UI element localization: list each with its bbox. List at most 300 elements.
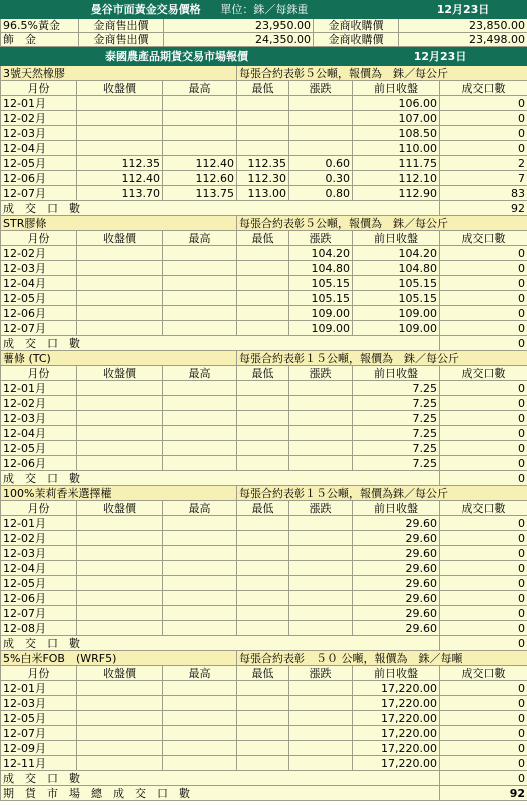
cell-month: 12-05月 [1, 156, 77, 171]
gold-buy-label: 金商收購價 [314, 19, 399, 33]
cell-low [237, 606, 289, 621]
cell-volume: 0 [440, 606, 527, 621]
column-header-volume: 成交口數 [440, 366, 527, 381]
column-header-volume: 成交口數 [440, 666, 527, 681]
cell-change [289, 756, 353, 771]
cell-change [289, 621, 353, 636]
cell-prev-close: 17,220.00 [353, 756, 440, 771]
section-total-value: 0 [440, 636, 527, 651]
cell-month: 12-03月 [1, 696, 77, 711]
column-header-close: 收盤價 [77, 81, 163, 96]
cell-high [163, 591, 237, 606]
cell-close [77, 561, 163, 576]
cell-high [163, 696, 237, 711]
quote-row [1, 531, 527, 546]
cell-volume: 0 [440, 756, 527, 771]
cell-low [237, 426, 289, 441]
cell-close [77, 696, 163, 711]
cell-low [237, 576, 289, 591]
cell-prev-close: 29.60 [353, 621, 440, 636]
gold-title: 曼谷市面黃金交易價格 [90, 3, 201, 16]
cell-change [289, 96, 353, 111]
cell-low [237, 726, 289, 741]
cell-high [163, 711, 237, 726]
cell-prev-close: 106.00 [353, 96, 440, 111]
cell-volume: 0 [440, 141, 527, 156]
cell-close [77, 96, 163, 111]
cell-volume: 0 [440, 441, 527, 456]
cell-volume: 0 [440, 591, 527, 606]
cell-high [163, 546, 237, 561]
cell-change: 109.00 [289, 321, 353, 336]
cell-volume: 0 [440, 516, 527, 531]
column-header-month: 月份 [1, 81, 77, 96]
cell-volume: 0 [440, 681, 527, 696]
quote-row [1, 696, 527, 711]
cell-volume: 0 [440, 396, 527, 411]
cell-prev-close: 109.00 [353, 321, 440, 336]
quote-row [1, 381, 527, 396]
quote-row [1, 621, 527, 636]
cell-close [77, 141, 163, 156]
cell-low [237, 516, 289, 531]
column-header-volume: 成交口數 [440, 231, 527, 246]
gold-header-band [1, 1, 527, 19]
gold-sell-price: 23,950.00 [164, 19, 314, 33]
column-header-prev-close: 前日收盤 [353, 81, 440, 96]
gold-rows [1, 19, 527, 47]
cell-low [237, 291, 289, 306]
quote-row [1, 411, 527, 426]
section-note: 每張合約表彰５公噸，報價為 銖／每公斤 [237, 216, 527, 231]
cell-month: 12-07月 [1, 606, 77, 621]
quote-row [1, 516, 527, 531]
gold-price-table [0, 0, 527, 47]
cell-month: 12-03月 [1, 411, 77, 426]
column-header-close: 收盤價 [77, 666, 163, 681]
quote-row [1, 306, 527, 321]
cell-volume: 0 [440, 546, 527, 561]
cell-high [163, 621, 237, 636]
cell-high: 113.75 [163, 186, 237, 201]
cell-close [77, 591, 163, 606]
gold-item-name: 96.5%黃金 [1, 19, 79, 33]
cell-close: 113.70 [77, 186, 163, 201]
cell-volume: 0 [440, 276, 527, 291]
cell-prev-close: 108.50 [353, 126, 440, 141]
cell-low [237, 321, 289, 336]
cell-close [77, 756, 163, 771]
cell-close [77, 291, 163, 306]
cell-volume: 0 [440, 126, 527, 141]
cell-volume: 0 [440, 261, 527, 276]
cell-prev-close: 109.00 [353, 306, 440, 321]
cell-low [237, 111, 289, 126]
cell-low: 113.00 [237, 186, 289, 201]
cell-low [237, 246, 289, 261]
cell-low [237, 396, 289, 411]
column-header-row [1, 501, 527, 516]
cell-prev-close: 29.60 [353, 591, 440, 606]
cell-high [163, 576, 237, 591]
cell-month: 12-07月 [1, 186, 77, 201]
cell-close [77, 456, 163, 471]
cell-prev-close: 7.25 [353, 441, 440, 456]
column-header-prev-close: 前日收盤 [353, 231, 440, 246]
cell-change [289, 561, 353, 576]
cell-prev-close: 112.10 [353, 171, 440, 186]
section-title-row [1, 351, 527, 366]
cell-prev-close: 29.60 [353, 546, 440, 561]
cell-month: 12-04月 [1, 276, 77, 291]
cell-month: 12-06月 [1, 171, 77, 186]
cell-close [77, 711, 163, 726]
column-header-close: 收盤價 [77, 366, 163, 381]
section-total-label: 成 交 口 數 [1, 636, 440, 651]
quote-row [1, 261, 527, 276]
grand-total-row [1, 786, 527, 801]
grand-total-value: 92 [440, 786, 527, 801]
futures-header-band [1, 48, 527, 66]
cell-high [163, 291, 237, 306]
cell-month: 12-02月 [1, 111, 77, 126]
section-note: 每張合約表彰１５公噸，報價為銖／每公斤 [237, 486, 527, 501]
gold-unit: 單位：銖／每銖重 [220, 3, 309, 16]
cell-volume: 0 [440, 711, 527, 726]
cell-close [77, 246, 163, 261]
cell-prev-close: 29.60 [353, 531, 440, 546]
cell-change [289, 111, 353, 126]
cell-change [289, 141, 353, 156]
column-header-prev-close: 前日收盤 [353, 501, 440, 516]
cell-close [77, 321, 163, 336]
section-note: 每張合約表彰 ５０ 公噸，報價為 銖／每噸 [237, 651, 527, 666]
cell-high [163, 306, 237, 321]
column-header-close: 收盤價 [77, 501, 163, 516]
cell-prev-close: 17,220.00 [353, 696, 440, 711]
cell-high [163, 111, 237, 126]
cell-month: 12-05月 [1, 711, 77, 726]
cell-close [77, 681, 163, 696]
gold-buy-label: 金商收購價 [314, 33, 399, 47]
cell-low [237, 711, 289, 726]
cell-prev-close: 111.75 [353, 156, 440, 171]
section-total-value: 0 [440, 336, 527, 351]
column-header-low: 最低 [237, 501, 289, 516]
cell-high [163, 246, 237, 261]
gold-sell-label: 金商售出價 [79, 33, 164, 47]
cell-month: 12-06月 [1, 306, 77, 321]
section-total-label: 成 交 口 數 [1, 771, 440, 786]
cell-close [77, 441, 163, 456]
column-header-month: 月份 [1, 366, 77, 381]
quote-row [1, 426, 527, 441]
cell-high [163, 426, 237, 441]
cell-month: 12-07月 [1, 321, 77, 336]
quote-row [1, 456, 527, 471]
cell-volume: 2 [440, 156, 527, 171]
cell-prev-close: 17,220.00 [353, 741, 440, 756]
cell-change [289, 546, 353, 561]
column-header-change: 漲跌 [289, 366, 353, 381]
cell-low: 112.30 [237, 171, 289, 186]
quote-row [1, 441, 527, 456]
column-header-high: 最高 [163, 666, 237, 681]
cell-low [237, 741, 289, 756]
quote-row [1, 126, 527, 141]
section-total-value: 92 [440, 201, 527, 216]
column-header-low: 最低 [237, 666, 289, 681]
cell-change: 105.15 [289, 276, 353, 291]
cell-change [289, 426, 353, 441]
cell-prev-close: 7.25 [353, 426, 440, 441]
section-total-label: 成 交 口 數 [1, 471, 440, 486]
column-header-prev-close: 前日收盤 [353, 666, 440, 681]
section-note: 每張合約表彰５公噸，報價為 銖／每公斤 [237, 66, 527, 81]
cell-change [289, 696, 353, 711]
cell-low [237, 126, 289, 141]
column-header-volume: 成交口數 [440, 501, 527, 516]
cell-volume: 0 [440, 111, 527, 126]
section-total-label: 成 交 口 數 [1, 201, 440, 216]
cell-high [163, 381, 237, 396]
cell-prev-close: 7.25 [353, 381, 440, 396]
cell-close [77, 741, 163, 756]
cell-change: 104.80 [289, 261, 353, 276]
column-header-low: 最低 [237, 231, 289, 246]
cell-change [289, 591, 353, 606]
cell-volume: 0 [440, 621, 527, 636]
cell-close [77, 396, 163, 411]
cell-change: 0.60 [289, 156, 353, 171]
cell-month: 12-06月 [1, 456, 77, 471]
cell-change [289, 126, 353, 141]
cell-prev-close: 29.60 [353, 561, 440, 576]
cell-high [163, 516, 237, 531]
cell-low [237, 591, 289, 606]
section-total-value: 0 [440, 471, 527, 486]
quote-row [1, 726, 527, 741]
cell-low [237, 96, 289, 111]
cell-volume: 0 [440, 561, 527, 576]
section-total-row [1, 201, 527, 216]
cell-month: 12-11月 [1, 756, 77, 771]
futures-body [1, 66, 527, 786]
cell-month: 12-03月 [1, 261, 77, 276]
cell-high [163, 321, 237, 336]
cell-prev-close: 29.60 [353, 516, 440, 531]
cell-volume: 0 [440, 246, 527, 261]
cell-high [163, 756, 237, 771]
cell-prev-close: 112.90 [353, 186, 440, 201]
cell-change [289, 396, 353, 411]
cell-close [77, 726, 163, 741]
cell-low [237, 261, 289, 276]
cell-volume: 0 [440, 96, 527, 111]
cell-prev-close: 104.80 [353, 261, 440, 276]
cell-close [77, 111, 163, 126]
cell-prev-close: 17,220.00 [353, 726, 440, 741]
cell-low [237, 276, 289, 291]
quote-row [1, 576, 527, 591]
section-title-row [1, 216, 527, 231]
cell-volume: 0 [440, 426, 527, 441]
column-header-month: 月份 [1, 231, 77, 246]
cell-close [77, 546, 163, 561]
cell-close [77, 621, 163, 636]
section-title-row [1, 486, 527, 501]
cell-month: 12-01月 [1, 681, 77, 696]
cell-prev-close: 105.15 [353, 276, 440, 291]
cell-change [289, 606, 353, 621]
grand-total-label: 期 貨 市 場 總 成 交 口 數 [1, 786, 440, 801]
cell-month: 12-02月 [1, 531, 77, 546]
gold-title-cell [1, 1, 399, 19]
quote-row [1, 681, 527, 696]
cell-change [289, 411, 353, 426]
gold-sell-label: 金商售出價 [79, 19, 164, 33]
cell-close [77, 516, 163, 531]
cell-change [289, 726, 353, 741]
quote-row [1, 741, 527, 756]
cell-high: 112.40 [163, 156, 237, 171]
gold-buy-price: 23,498.00 [399, 33, 527, 47]
cell-change [289, 576, 353, 591]
quote-row [1, 276, 527, 291]
gold-row [1, 33, 527, 47]
quote-row [1, 321, 527, 336]
cell-prev-close: 17,220.00 [353, 681, 440, 696]
cell-close [77, 576, 163, 591]
cell-low [237, 681, 289, 696]
cell-volume: 0 [440, 456, 527, 471]
cell-month: 12-03月 [1, 126, 77, 141]
cell-high [163, 411, 237, 426]
quote-row [1, 246, 527, 261]
column-header-row [1, 231, 527, 246]
column-header-prev-close: 前日收盤 [353, 366, 440, 381]
cell-high [163, 681, 237, 696]
section-name: 5%白米FOB (WRF5) [1, 651, 237, 666]
quote-row [1, 606, 527, 621]
cell-high [163, 726, 237, 741]
cell-close [77, 381, 163, 396]
section-note: 每張合約表彰１５公噸，報價為 銖／每公斤 [237, 351, 527, 366]
cell-prev-close: 29.60 [353, 576, 440, 591]
cell-close [77, 126, 163, 141]
cell-volume: 83 [440, 186, 527, 201]
cell-prev-close: 104.20 [353, 246, 440, 261]
cell-month: 12-04月 [1, 141, 77, 156]
cell-close: 112.40 [77, 171, 163, 186]
column-header-low: 最低 [237, 81, 289, 96]
cell-high [163, 561, 237, 576]
cell-close [77, 276, 163, 291]
cell-low [237, 546, 289, 561]
cell-month: 12-05月 [1, 441, 77, 456]
cell-change [289, 381, 353, 396]
section-title-row [1, 651, 527, 666]
cell-prev-close: 29.60 [353, 606, 440, 621]
cell-low [237, 561, 289, 576]
cell-volume: 0 [440, 726, 527, 741]
section-total-row [1, 471, 527, 486]
quote-row [1, 291, 527, 306]
section-total-value: 0 [440, 771, 527, 786]
column-header-change: 漲跌 [289, 231, 353, 246]
cell-volume: 7 [440, 171, 527, 186]
cell-volume: 0 [440, 576, 527, 591]
column-header-row [1, 366, 527, 381]
cell-month: 12-08月 [1, 621, 77, 636]
quote-row [1, 561, 527, 576]
column-header-month: 月份 [1, 666, 77, 681]
section-title-row [1, 66, 527, 81]
cell-low [237, 696, 289, 711]
cell-prev-close: 105.15 [353, 291, 440, 306]
cell-high [163, 396, 237, 411]
quote-row [1, 396, 527, 411]
cell-low [237, 441, 289, 456]
quote-row [1, 171, 527, 186]
cell-change: 0.80 [289, 186, 353, 201]
cell-month: 12-05月 [1, 291, 77, 306]
futures-date: 12月23日 [353, 48, 527, 66]
section-total-row [1, 636, 527, 651]
gold-buy-price: 23,850.00 [399, 19, 527, 33]
cell-close [77, 261, 163, 276]
cell-low [237, 381, 289, 396]
cell-month: 12-02月 [1, 396, 77, 411]
section-name: 100%茉莉香米選擇權 [1, 486, 237, 501]
cell-high [163, 141, 237, 156]
cell-low [237, 756, 289, 771]
cell-month: 12-04月 [1, 426, 77, 441]
cell-high [163, 126, 237, 141]
column-header-high: 最高 [163, 366, 237, 381]
cell-volume: 0 [440, 531, 527, 546]
cell-change: 0.30 [289, 171, 353, 186]
quote-row [1, 111, 527, 126]
gold-date: 12月23日 [399, 1, 527, 19]
gold-row [1, 19, 527, 33]
section-name: 3號天然橡膠 [1, 66, 237, 81]
futures-title: 泰國農產品期貨交易市場報價 [1, 48, 353, 66]
cell-volume: 0 [440, 381, 527, 396]
cell-high [163, 456, 237, 471]
column-header-close: 收盤價 [77, 231, 163, 246]
quote-row [1, 96, 527, 111]
cell-close [77, 411, 163, 426]
cell-month: 12-04月 [1, 561, 77, 576]
section-name: STR膠條 [1, 216, 237, 231]
cell-prev-close: 107.00 [353, 111, 440, 126]
column-header-high: 最高 [163, 231, 237, 246]
cell-month: 12-07月 [1, 726, 77, 741]
gold-sell-price: 24,350.00 [164, 33, 314, 47]
column-header-month: 月份 [1, 501, 77, 516]
cell-low [237, 306, 289, 321]
quote-row [1, 186, 527, 201]
cell-close [77, 426, 163, 441]
cell-volume: 0 [440, 696, 527, 711]
cell-low [237, 141, 289, 156]
cell-month: 12-01月 [1, 516, 77, 531]
cell-volume: 0 [440, 306, 527, 321]
cell-change [289, 741, 353, 756]
cell-high [163, 531, 237, 546]
column-header-high: 最高 [163, 81, 237, 96]
